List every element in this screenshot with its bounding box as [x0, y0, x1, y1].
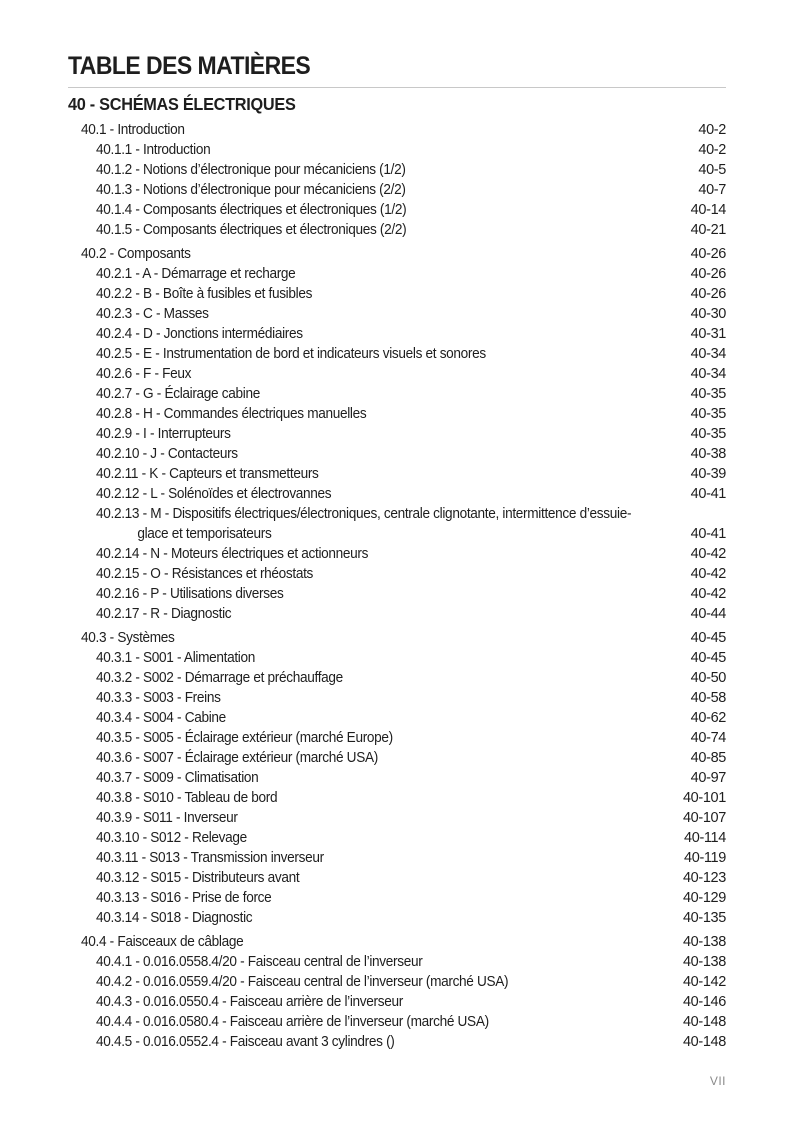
toc-entry[interactable]	[68, 788, 726, 808]
toc-entry-page: 40-42	[690, 586, 726, 602]
toc-entry-label: 40.3 - Systèmes	[81, 630, 175, 646]
toc-section	[68, 244, 726, 624]
toc-entry-page: 40-5	[698, 162, 726, 178]
toc-entry-page: 40-21	[690, 222, 726, 238]
toc-entry-label: 40.4.5 - 0.016.0552.4 - Faisceau avant 3 cylindres ()	[96, 1034, 395, 1050]
toc-entry[interactable]	[68, 344, 726, 364]
toc-entry-label: 40.2.1 - A - Démarrage et recharge	[96, 266, 296, 282]
toc-entry-page: 40-30	[690, 306, 726, 322]
toc-entry-label: 40.1.1 - Introduction	[96, 142, 211, 158]
toc-entry-page: 40-35	[690, 406, 726, 422]
toc-entry-page: 40-42	[690, 566, 726, 582]
toc-entry-page: 40-74	[690, 730, 726, 746]
toc-entry-label: 40.2.5 - E - Instrumentation de bord et indicateurs visuels et sonores	[96, 346, 486, 362]
toc-entry-label: 40.3.8 - S010 - Tableau de bord	[96, 790, 278, 806]
toc-entry-label: 40.2.14 - N - Moteurs électriques et actionneurs	[96, 546, 369, 562]
toc-entry-page: 40-142	[682, 974, 726, 990]
toc-entry-page: 40-50	[690, 670, 726, 686]
toc-entry[interactable]	[68, 808, 726, 828]
toc-entry-label: 40.1 - Introduction	[81, 122, 185, 138]
toc-section	[68, 932, 726, 1052]
toc-entry-page: 40-107	[682, 810, 726, 826]
toc-entry[interactable]	[68, 708, 726, 728]
toc-entry-page: 40-138	[682, 934, 726, 950]
toc-entry-label: 40.4 - Faisceaux de câblage	[81, 934, 244, 950]
toc-entry[interactable]	[68, 544, 726, 564]
toc-entry-page: 40-34	[690, 346, 726, 362]
toc-entry[interactable]	[68, 828, 726, 848]
toc-entry-label: 40.3.9 - S011 - Inverseur	[96, 810, 238, 826]
toc-entry-label: 40.3.4 - S004 - Cabine	[96, 710, 226, 726]
toc-section	[68, 120, 726, 240]
toc-entry[interactable]	[68, 424, 726, 444]
toc-entry[interactable]	[68, 324, 726, 344]
toc-entry-page: 40-14	[690, 202, 726, 218]
toc-entry-page: 40-35	[690, 426, 726, 442]
toc-section	[68, 628, 726, 928]
toc-entry-label: 40.2.13 - M - Dispositifs électriques/électroniques, centrale clignotante, intermittence d’essuie-	[96, 506, 632, 522]
toc-entry-label-continuation: glace et temporisateurs	[137, 526, 272, 542]
toc-entry-page: 40-135	[682, 910, 726, 926]
toc-entry-label: 40.3.14 - S018 - Diagnostic	[96, 910, 253, 926]
toc-entry[interactable]	[68, 304, 726, 324]
toc-entry-label: 40.3.5 - S005 - Éclairage extérieur (marché Europe)	[96, 730, 393, 746]
toc-entry[interactable]	[68, 908, 726, 928]
toc-entry[interactable]	[68, 584, 726, 604]
toc-entry-page: 40-58	[690, 690, 726, 706]
toc-entry[interactable]	[68, 952, 726, 972]
toc-entry[interactable]	[68, 648, 726, 668]
title-divider	[68, 87, 726, 88]
toc-section-entry[interactable]	[68, 628, 726, 648]
toc-entry[interactable]	[68, 768, 726, 788]
toc-entry-page: 40-148	[682, 1034, 726, 1050]
toc-entry-label: 40.2.15 - O - Résistances et rhéostats	[96, 566, 314, 582]
toc-entry[interactable]	[68, 264, 726, 284]
toc-entry-label: 40.4.3 - 0.016.0550.4 - Faisceau arrière de l’inverseur	[96, 994, 403, 1010]
toc-entry[interactable]	[68, 444, 726, 464]
toc-entry[interactable]	[68, 868, 726, 888]
toc-entry-page: 40-38	[690, 446, 726, 462]
toc-entry-label: 40.2.10 - J - Contacteurs	[96, 446, 238, 462]
toc-entry-page: 40-146	[682, 994, 726, 1010]
toc-entry[interactable]	[68, 1032, 726, 1052]
toc-entry-page: 40-2	[698, 122, 726, 138]
toc-entry-page: 40-138	[682, 954, 726, 970]
toc-entry-label: 40.2.6 - F - Feux	[96, 366, 192, 382]
toc-entry-label: 40.2.9 - I - Interrupteurs	[96, 426, 231, 442]
toc-entry-label: 40.2.17 - R - Diagnostic	[96, 606, 232, 622]
toc-entry-page: 40-42	[690, 546, 726, 562]
toc-entry[interactable]	[68, 384, 726, 404]
toc-entry[interactable]	[68, 888, 726, 908]
toc-entry-label: 40.2.11 - K - Capteurs et transmetteurs	[96, 466, 319, 482]
toc-entry[interactable]	[68, 200, 726, 220]
toc-entry-page: 40-41	[690, 526, 726, 542]
toc-entry-page: 40-26	[690, 266, 726, 282]
toc-entry-label: 40.1.5 - Composants électriques et électroniques (2/2)	[96, 222, 407, 238]
toc-entry[interactable]	[68, 484, 726, 504]
toc-entry[interactable]	[68, 160, 726, 180]
toc-entry[interactable]	[68, 284, 726, 304]
page-title: TABLE DES MATIÈRES	[68, 52, 311, 80]
toc-entry-page: 40-31	[690, 326, 726, 342]
toc-section-entry[interactable]	[68, 120, 726, 140]
toc-entry[interactable]	[68, 992, 726, 1012]
toc-entry[interactable]	[68, 972, 726, 992]
toc-entry-page: 40-45	[690, 650, 726, 666]
toc-entry-label: 40.1.4 - Composants électriques et électroniques (1/2)	[96, 202, 407, 218]
toc-entry[interactable]	[68, 404, 726, 424]
toc-entry-page: 40-7	[698, 182, 726, 198]
toc-entry-label: 40.4.2 - 0.016.0559.4/20 - Faisceau central de l’inverseur (marché USA)	[96, 974, 509, 990]
toc-entry-label: 40.2 - Composants	[81, 246, 191, 262]
toc-entry-page: 40-62	[690, 710, 726, 726]
toc-entry-page: 40-39	[690, 466, 726, 482]
toc-entry[interactable]	[68, 728, 726, 748]
toc-entry-label: 40.2.2 - B - Boîte à fusibles et fusibles	[96, 286, 313, 302]
toc-entry-label: 40.2.7 - G - Éclairage cabine	[96, 386, 260, 402]
toc-entry-page: 40-26	[690, 286, 726, 302]
toc-entry-label: 40.3.3 - S003 - Freins	[96, 690, 221, 706]
toc-entry-page: 40-97	[690, 770, 726, 786]
toc-entry-label: 40.3.11 - S013 - Transmission inverseur	[96, 850, 324, 866]
toc-entry[interactable]	[68, 564, 726, 584]
toc-entry[interactable]	[68, 364, 726, 384]
toc-entry[interactable]	[68, 140, 726, 160]
toc-entry[interactable]	[68, 748, 726, 768]
toc-entry[interactable]	[68, 504, 726, 544]
toc-entry-page: 40-26	[690, 246, 726, 262]
toc-entry-label: 40.3.13 - S016 - Prise de force	[96, 890, 272, 906]
toc-entry-page: 40-45	[690, 630, 726, 646]
toc-entry-page: 40-123	[682, 870, 726, 886]
toc-entry-label: 40.2.4 - D - Jonctions intermédiaires	[96, 326, 303, 342]
toc-entry-page: 40-41	[690, 486, 726, 502]
toc-section-entry[interactable]	[68, 932, 726, 952]
toc-entry[interactable]	[68, 464, 726, 484]
toc-entry-label: 40.3.10 - S012 - Relevage	[96, 830, 247, 846]
toc-entry-label: 40.4.4 - 0.016.0580.4 - Faisceau arrière de l’inverseur (marché USA)	[96, 1014, 489, 1030]
toc-entry-label: 40.2.3 - C - Masses	[96, 306, 209, 322]
toc-entry-page: 40-101	[682, 790, 726, 806]
chapter-title: 40 - SCHÉMAS ÉLECTRIQUES	[68, 94, 296, 114]
toc-entry[interactable]	[68, 604, 726, 624]
toc-entry-page: 40-44	[690, 606, 726, 622]
toc-entry[interactable]	[68, 668, 726, 688]
toc-entry-page: 40-119	[684, 850, 726, 866]
toc-entry-label: 40.2.8 - H - Commandes électriques manuelles	[96, 406, 367, 422]
toc-entry-label: 40.2.16 - P - Utilisations diverses	[96, 586, 284, 602]
toc-entry[interactable]	[68, 220, 726, 240]
table-of-contents	[68, 120, 726, 1056]
toc-entry-label: 40.4.1 - 0.016.0558.4/20 - Faisceau central de l’inverseur	[96, 954, 423, 970]
toc-entry-label: 40.3.2 - S002 - Démarrage et préchauffage	[96, 670, 343, 686]
toc-entry-page: 40-129	[682, 890, 726, 906]
toc-entry-label: 40.1.2 - Notions d’électronique pour mécaniciens (1/2)	[96, 162, 406, 178]
toc-entry-page: 40-2	[698, 142, 726, 158]
toc-entry-label: 40.3.7 - S009 - Climatisation	[96, 770, 259, 786]
toc-section-entry[interactable]	[68, 244, 726, 264]
toc-entry-label: 40.1.3 - Notions d’électronique pour mécaniciens (2/2)	[96, 182, 406, 198]
toc-entry[interactable]	[68, 180, 726, 200]
toc-entry-label: 40.3.6 - S007 - Éclairage extérieur (marché USA)	[96, 750, 378, 766]
toc-entry-page: 40-85	[690, 750, 726, 766]
toc-entry-label: 40.3.12 - S015 - Distributeurs avant	[96, 870, 300, 886]
toc-entry[interactable]	[68, 848, 726, 868]
toc-entry-page: 40-34	[690, 366, 726, 382]
toc-entry-label: 40.2.12 - L - Solénoïdes et électrovannes	[96, 486, 332, 502]
toc-entry[interactable]	[68, 688, 726, 708]
toc-entry-page: 40-35	[690, 386, 726, 402]
page-number: VII	[709, 1074, 726, 1088]
toc-entry-label: 40.3.1 - S001 - Alimentation	[96, 650, 256, 666]
toc-entry-page: 40-114	[684, 830, 726, 846]
toc-entry[interactable]	[68, 1012, 726, 1032]
toc-entry-page: 40-148	[682, 1014, 726, 1030]
